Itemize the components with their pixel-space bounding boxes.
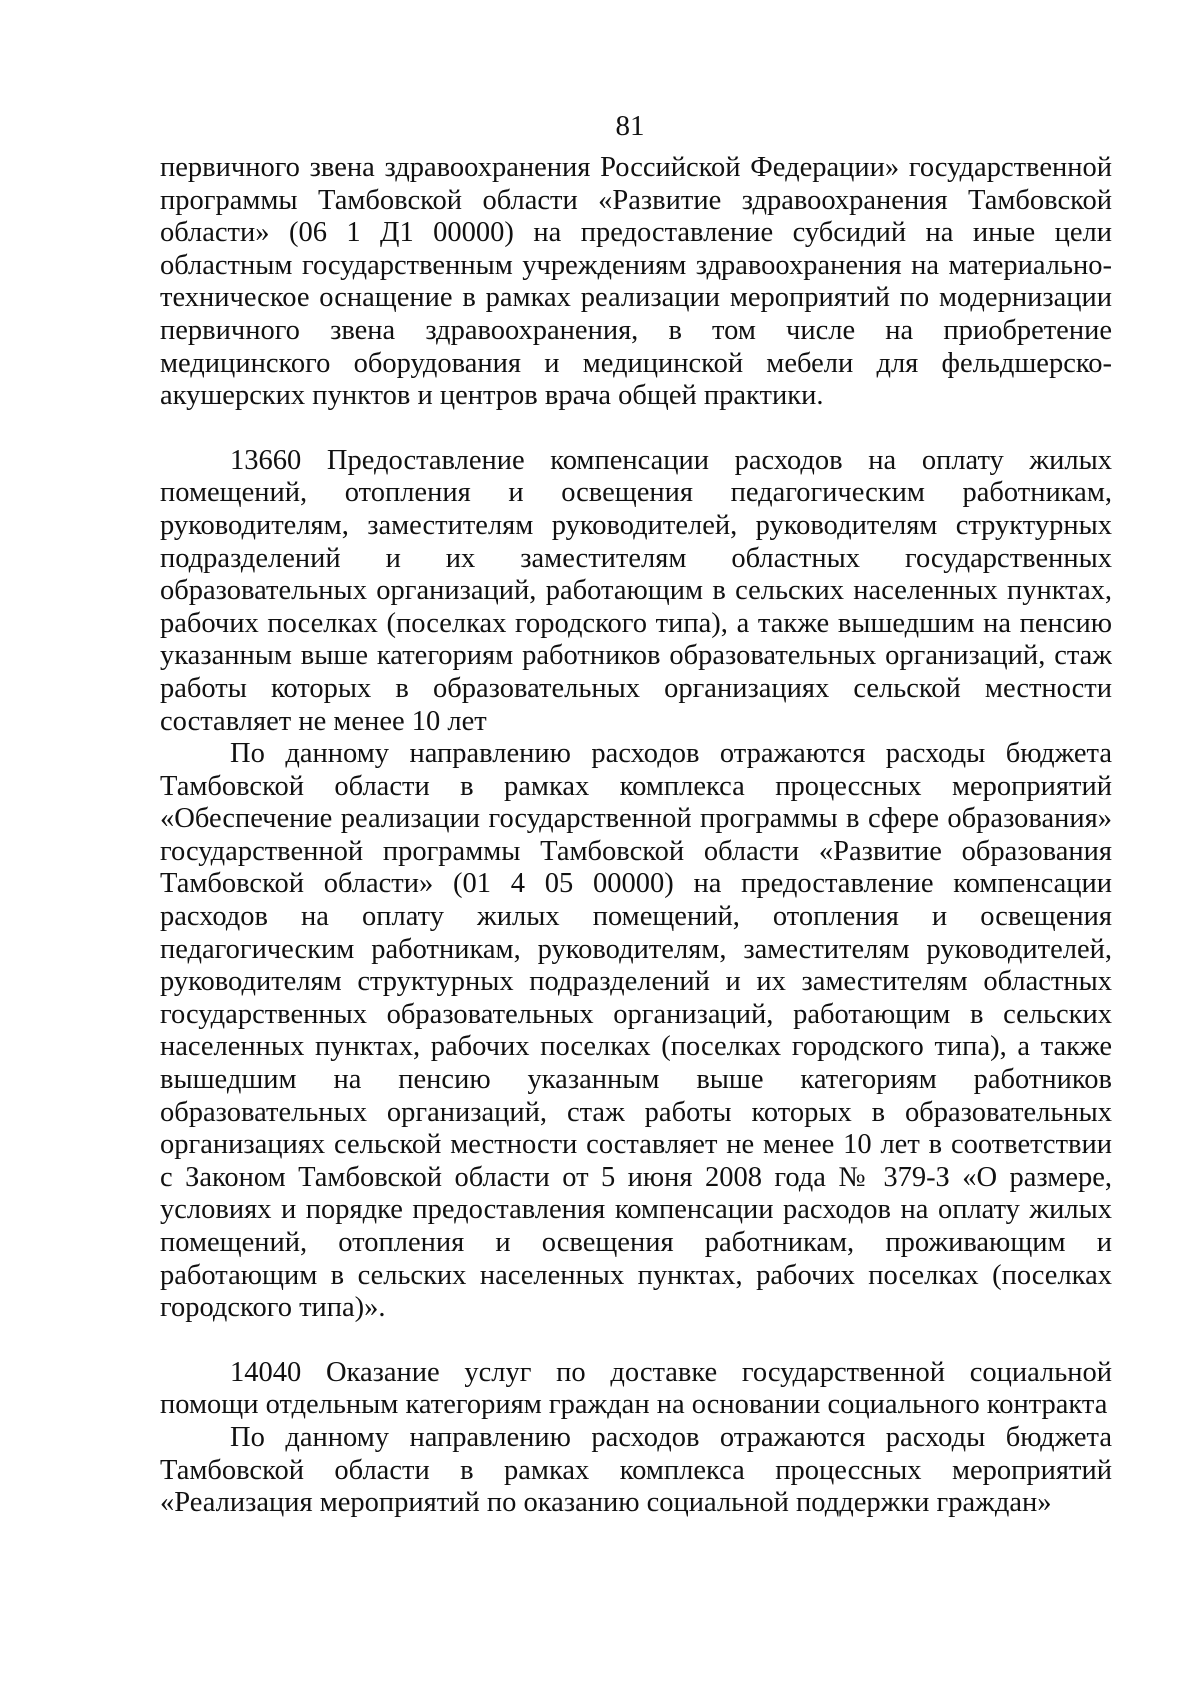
paragraph-13660-description: По данному направлению расходов отражаются расходы бюджета Тамбовской области в рамках комплекса процессных мероприятий «Обеспечение реализации государственной программы в сфере образования» государственной программы Тамбовской области «Развитие образования Тамбовской области» (01 4 05 00000) на предоставление компенсации расходов на оплату жилых помещений, отопления и освещения педагогическим работникам, руководителям, заместителям руководителей, руководителям структурных подразделений и их заместителям областных государственных образовательных организаций, работающим в сельских населенных пунктах, рабочих поселках (поселках городского типа), а также вышедшим на пенсию указанным выше категориям работников образовательных организаций, стаж работы которых в образовательных организациях сельской местности составляет не менее 10 лет в соответствии с Законом Тамбовской области от 5 июня 2008 года № 379-З «О размере, условиях и порядке предоставления компенсации расходов на оплату жилых помещений, отопления и освещения работникам, проживающим и работающим в сельских населенных пунктах, рабочих поселках (поселках городского типа)».	[160, 738, 1112, 1324]
paragraph-heading-13660: 13660 Предоставление компенсации расходов на оплату жилых помещений, отопления и освещения педагогическим работникам, руководителям, заместителям руководителей, руководителям структурных подразделений и их заместителям областных государственных образовательных организаций, работающим в сельских населенных пунктах, рабочих поселках (поселках городского типа), а также вышедшим на пенсию указанным выше категориям работников образовательных организаций, стаж работы которых в образовательных организациях сельской местности составляет не менее 10 лет	[160, 444, 1112, 737]
paragraph-continuation: первичного звена здравоохранения Российской Федерации» государственной программы Тамбовской области «Развитие здравоохранения Тамбовской области» (06 1 Д1 00000) на предоставление субсидий на иные цели областным государственным учреждениям здравоохранения на материально-техническое оснащение в рамках реализации мероприятий по модернизации первичного звена здравоохранения, в том числе на приобретение медицинского оборудования и медицинской мебели для фельдшерско-акушерских пунктов и центров врача общей практики.	[160, 152, 1112, 412]
paragraph-14040-description: По данному направлению расходов отражаются расходы бюджета Тамбовской области в рамках комплекса процессных мероприятий «Реализация мероприятий по оказанию социальной поддержки граждан»	[160, 1421, 1112, 1519]
page-number: 81	[615, 110, 645, 142]
document-body	[160, 152, 1112, 1520]
paragraph-heading-14040: 14040 Оказание услуг по доставке государственной социальной помощи отдельным категориям граждан на основании социального контракта	[160, 1356, 1112, 1421]
